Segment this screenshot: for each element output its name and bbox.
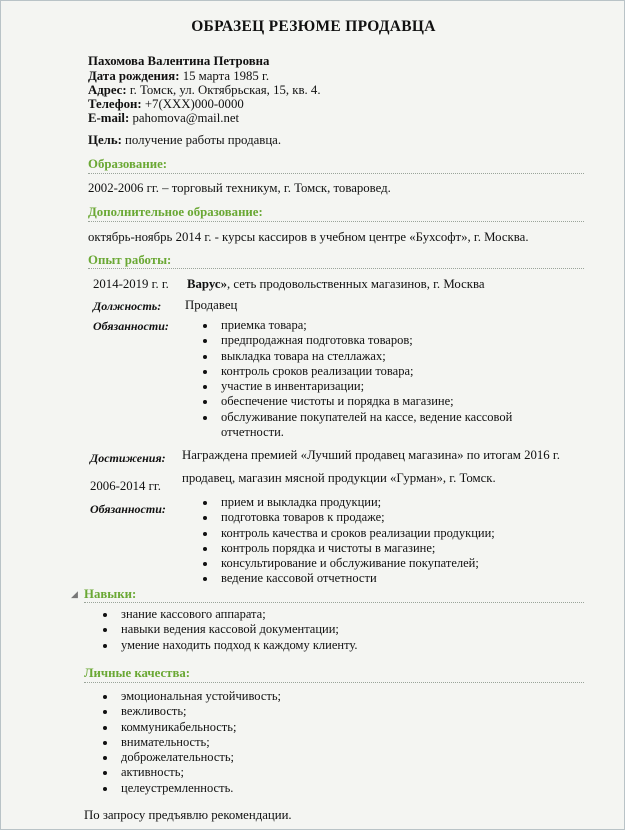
bullet-icon (103, 644, 107, 648)
list-item: выкладка товара на стеллажах; (221, 349, 512, 364)
bullet-icon (103, 771, 107, 775)
bullet-icon (103, 787, 107, 791)
address-row (88, 83, 321, 98)
job1-position-label: Должность: (93, 299, 162, 313)
footer-note: По запросу предъявлю рекомендации. (84, 808, 292, 822)
birth-value: 15 марта 1985 г. (182, 69, 270, 83)
list-item: коммуникабельность; (121, 720, 281, 735)
skills-heading: Навыки: (84, 587, 137, 601)
extra-education-text: октябрь-ноябрь 2014 г. - курсы кассиров в учебном центре «Бухсофт», г. Москва. (88, 230, 529, 244)
bullet-icon (203, 400, 207, 404)
job1-employer (187, 277, 485, 292)
email-row (88, 111, 239, 126)
page-title: ОБРАЗЕЦ РЕЗЮМЕ ПРОДАВЦА (191, 18, 436, 35)
job2-period: 2006-2014 гг. (90, 479, 161, 493)
list-item: доброжелательность; (121, 750, 281, 765)
bullet-icon (203, 562, 207, 566)
list-item: консультирование и обслуживание покупателей; (221, 556, 495, 571)
bullet-icon (203, 339, 207, 343)
section-divider (88, 268, 584, 269)
list-item: умение находить подход к каждому клиенту. (121, 638, 358, 653)
list-item: контроль качества и сроков реализации продукции; (221, 526, 495, 541)
bullet-icon (103, 613, 107, 617)
job2-duties-list (221, 495, 495, 587)
skills-list (121, 607, 358, 653)
job1-company-desc: , сеть продовольственных магазинов, г. Москва (226, 277, 485, 291)
email-value[interactable]: pahomova@mail.net (132, 111, 240, 125)
bullet-icon (203, 516, 207, 520)
list-item: контроль сроков реализации товара; (221, 364, 512, 379)
list-item: обеспечение чистоты и порядка в магазине; (221, 394, 512, 409)
goal-label: Цель: (88, 133, 122, 147)
list-item: знание кассового аппарата; (121, 607, 358, 622)
goal-value: получение работы продавца. (125, 133, 282, 147)
list-item: навыки ведения кассовой документации; (121, 622, 358, 637)
job2-desc: продавец, магазин мясной продукции «Гурман», г. Томск. (182, 471, 496, 485)
job1-duties-label: Обязанности: (93, 319, 169, 333)
bullet-icon (203, 547, 207, 551)
qualities-heading: Личные качества: (84, 666, 191, 680)
list-item-continuation: отчетности. (221, 425, 284, 440)
bullet-icon (103, 628, 107, 632)
email-label: E-mail: (88, 111, 130, 125)
phone-row (88, 97, 244, 112)
education-heading: Образование: (88, 157, 168, 171)
extra-education-heading: Дополнительное образование: (88, 205, 263, 219)
bullet-icon (203, 577, 207, 581)
section-divider (88, 173, 584, 174)
job1-duties-list (221, 318, 512, 440)
section-divider (84, 682, 584, 683)
section-divider (84, 602, 584, 603)
anchor-icon: ◢ (71, 589, 78, 599)
bullet-icon (203, 370, 207, 374)
bullet-icon (103, 756, 107, 760)
list-item: обслуживание покупателей на кассе, ведение кассовой (221, 410, 512, 425)
job1-achievements-label: Достижения: (90, 451, 166, 465)
address-label: Адрес: (88, 83, 127, 97)
bullet-icon (203, 501, 207, 505)
experience-heading: Опыт работы: (88, 253, 172, 267)
list-item: ведение кассовой отчетности (221, 571, 495, 586)
bullet-icon (203, 385, 207, 389)
qualities-list (121, 689, 281, 796)
bullet-icon (203, 532, 207, 536)
job2-duties-label: Обязанности: (90, 502, 166, 516)
list-item: участие в инвентаризации; (221, 379, 512, 394)
address-value: г. Томск, ул. Октябрьская, 15, кв. 4. (129, 83, 321, 97)
job1-achievements: Награждена премией «Лучший продавец магазина» по итогам 2016 г. (182, 448, 560, 462)
birth-label: Дата рождения: (88, 69, 180, 83)
list-item: подготовка товаров к продаже; (221, 510, 495, 525)
list-item: активность; (121, 765, 281, 780)
bullet-icon (203, 324, 207, 328)
education-text: 2002-2006 гг. – торговый техникум, г. Томск, товаровед. (88, 181, 391, 195)
phone-label: Телефон: (88, 97, 142, 111)
bullet-icon (203, 416, 207, 420)
job1-company: Варус» (187, 277, 227, 291)
list-item: контроль порядка и чистоты в магазине; (221, 541, 495, 556)
bullet-icon (103, 695, 107, 699)
list-item: вежливость; (121, 704, 281, 719)
list-item: предпродажная подготовка товаров; (221, 333, 512, 348)
bullet-icon (203, 355, 207, 359)
list-item: прием и выкладка продукции; (221, 495, 495, 510)
person-name: Пахомова Валентина Петровна (88, 54, 270, 68)
list-item: целеустремленность. (121, 781, 281, 796)
bullet-icon (103, 726, 107, 730)
goal-row (88, 133, 281, 148)
job1-position: Продавец (185, 298, 238, 312)
list-item: приемка товара; (221, 318, 512, 333)
section-divider (88, 221, 584, 222)
bullet-icon (103, 710, 107, 714)
bullet-icon (103, 741, 107, 745)
job1-period: 2014-2019 г. г. (93, 277, 169, 291)
list-item: внимательность; (121, 735, 281, 750)
birth-row (88, 69, 269, 84)
list-item: эмоциональная устойчивость; (121, 689, 281, 704)
phone-value: +7(XXX)000-0000 (144, 97, 244, 111)
